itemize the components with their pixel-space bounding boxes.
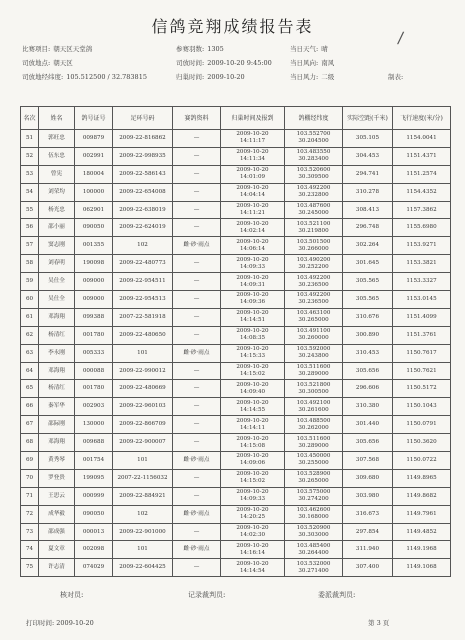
cell-arrival: 2009-10-20 14:01:09 <box>221 165 285 183</box>
cell-distance: 305.105 <box>343 130 393 148</box>
cell-distance: 310.380 <box>343 398 393 416</box>
header-carrier: 赛鸽资料 <box>173 107 221 130</box>
header-coords: 鸽棚经纬度 <box>285 107 343 130</box>
cell-distance: 309.680 <box>343 469 393 487</box>
cell-distance: 307.568 <box>343 452 393 470</box>
cell-distance: 301.440 <box>343 416 393 434</box>
cell-ring: 002991 <box>75 147 113 165</box>
cell-arrival: 2009-10-20 14:11:17 <box>221 130 285 148</box>
cell-carrier: — <box>173 165 221 183</box>
cell-distance: 310.278 <box>343 183 393 201</box>
cell-rank: 61 <box>21 308 39 326</box>
committee-signature: 委派裁判员: <box>318 591 356 599</box>
wind-level: 当日风力: 二级 <box>290 73 335 81</box>
cell-name: 成华毅 <box>39 505 75 523</box>
table-row <box>21 165 451 183</box>
pen-mark: / <box>396 27 405 48</box>
cell-speed: 1150.7617 <box>393 344 451 362</box>
cell-ring: 002098 <box>75 541 113 559</box>
cell-coords: 103.450000 30.255000 <box>285 452 343 470</box>
cell-carrier: — <box>173 487 221 505</box>
cell-speed: 1149.1968 <box>393 541 451 559</box>
cell-ring: 009879 <box>75 130 113 148</box>
results-table <box>20 106 451 577</box>
cell-name: 伍东忠 <box>39 147 75 165</box>
cell-rank: 71 <box>21 487 39 505</box>
cell-ring: 005333 <box>75 344 113 362</box>
cell-speed: 1154.4352 <box>393 183 451 201</box>
cell-coords: 103.575000 30.274200 <box>285 487 343 505</box>
table-row <box>21 237 451 255</box>
cell-distance: 296.606 <box>343 380 393 398</box>
cell-coords: 103.492200 30.236500 <box>285 273 343 291</box>
table-row <box>21 434 451 452</box>
cell-coords: 103.511600 30.289000 <box>285 362 343 380</box>
cell-speed: 1153.3327 <box>393 273 451 291</box>
cell-ring-no: 2009-22-954511 <box>113 273 173 291</box>
cell-coords: 103.490200 30.252200 <box>285 255 343 273</box>
header-ring: 鸽号证号 <box>75 107 113 130</box>
cell-carrier: — <box>173 201 221 219</box>
cell-rank: 59 <box>21 273 39 291</box>
cell-speed: 1149.4852 <box>393 523 451 541</box>
cell-ring-no: 2009-22-480650 <box>113 326 173 344</box>
cell-coords: 103.492100 30.261600 <box>285 398 343 416</box>
cell-rank: 63 <box>21 344 39 362</box>
tabulator: 制表: <box>388 73 404 81</box>
table-header-row <box>21 107 451 130</box>
cell-ring: 100000 <box>75 183 113 201</box>
cell-arrival: 2009-10-20 14:11:21 <box>221 201 285 219</box>
cell-arrival: 2009-10-20 14:06:14 <box>221 237 285 255</box>
cell-arrival: 2009-10-20 14:14:54 <box>221 559 285 577</box>
cell-ring: 002903 <box>75 398 113 416</box>
table-row <box>21 541 451 559</box>
referee-signature: 核对员: <box>60 591 84 599</box>
cell-coords: 103.532000 30.271400 <box>285 559 343 577</box>
page-number: 第 3 页 <box>368 619 390 627</box>
table-row <box>21 362 451 380</box>
cell-rank: 55 <box>21 201 39 219</box>
cell-name: 黄秀琴 <box>39 452 75 470</box>
cell-carrier: — <box>173 523 221 541</box>
cell-arrival: 2009-10-20 14:09:06 <box>221 452 285 470</box>
cell-name: 邓海翔 <box>39 308 75 326</box>
cell-distance: 304.453 <box>343 147 393 165</box>
cell-distance: 302.264 <box>343 237 393 255</box>
cell-arrival: 2009-10-20 14:02:30 <box>221 523 285 541</box>
cell-rank: 74 <box>21 541 39 559</box>
report-title: 信鸽竞翔成绩报告表 <box>151 17 314 36</box>
release-place: 司放地点: 朝天区 <box>22 59 73 67</box>
cell-name: 邵小丽 <box>39 219 75 237</box>
cell-name: 秦军华 <box>39 398 75 416</box>
cell-ring-no: 2009-22-624019 <box>113 219 173 237</box>
header-ring-no: 足环号码 <box>113 107 173 130</box>
cell-ring: 009688 <box>75 434 113 452</box>
cell-ring-no: 2009-22-816862 <box>113 130 173 148</box>
cell-rank: 64 <box>21 362 39 380</box>
cell-ring: 009000 <box>75 291 113 309</box>
table-row <box>21 291 451 309</box>
cell-carrier: — <box>173 326 221 344</box>
entries-count: 参赛羽数: 1305 <box>176 45 224 53</box>
cell-rank: 69 <box>21 452 39 470</box>
cell-rank: 68 <box>21 434 39 452</box>
table-row <box>21 147 451 165</box>
cell-coords: 103.492200 30.232800 <box>285 183 343 201</box>
cell-arrival: 2009-10-20 14:11:34 <box>221 147 285 165</box>
cell-carrier: — <box>173 183 221 201</box>
cell-distance: 307.400 <box>343 559 393 577</box>
cell-name: 许志清 <box>39 559 75 577</box>
cell-carrier: 雌·砂·雨点 <box>173 505 221 523</box>
cell-name: 邓海翔 <box>39 434 75 452</box>
cell-arrival: 2009-10-20 14:15:02 <box>221 469 285 487</box>
cell-ring: 199095 <box>75 469 113 487</box>
cell-speed: 1150.1043 <box>393 398 451 416</box>
cell-ring: 009000 <box>75 273 113 291</box>
cell-distance: 308.413 <box>343 201 393 219</box>
cell-carrier: — <box>173 416 221 434</box>
cell-carrier: 雌·砂·雨点 <box>173 344 221 362</box>
cell-coords: 103.520600 30.309500 <box>285 165 343 183</box>
cell-name: 刘春明 <box>39 255 75 273</box>
cell-distance: 305.565 <box>343 273 393 291</box>
cell-distance: 311.940 <box>343 541 393 559</box>
cell-arrival: 2009-10-20 14:09:31 <box>221 273 285 291</box>
cell-distance: 305.656 <box>343 362 393 380</box>
cell-distance: 297.854 <box>343 523 393 541</box>
cell-speed: 1157.3862 <box>393 201 451 219</box>
cell-ring-no: 102 <box>113 505 173 523</box>
table-row <box>21 523 451 541</box>
cell-distance: 294.741 <box>343 165 393 183</box>
cell-ring-no: 2009-22-866709 <box>113 416 173 434</box>
cell-distance: 310.676 <box>343 308 393 326</box>
header-distance: 实际空距(千米) <box>343 107 393 130</box>
cell-speed: 1149.1068 <box>393 559 451 577</box>
cell-distance: 305.656 <box>343 434 393 452</box>
cell-coords: 103.521800 30.300500 <box>285 380 343 398</box>
cell-carrier: — <box>173 291 221 309</box>
cell-coords: 103.521100 30.219800 <box>285 219 343 237</box>
cell-arrival: 2009-10-20 14:15:33 <box>221 344 285 362</box>
cell-ring-no: 2009-22-480669 <box>113 380 173 398</box>
cell-arrival: 2009-10-20 14:20:25 <box>221 505 285 523</box>
cell-rank: 75 <box>21 559 39 577</box>
cell-coords: 103.485400 30.264400 <box>285 541 343 559</box>
cell-ring-no: 2009-22-638019 <box>113 201 173 219</box>
cell-coords: 103.552700 30.204500 <box>285 130 343 148</box>
cell-rank: 53 <box>21 165 39 183</box>
cell-rank: 70 <box>21 469 39 487</box>
cell-carrier: — <box>173 434 221 452</box>
cell-coords: 103.488500 30.262000 <box>285 416 343 434</box>
cell-name: 杨清红 <box>39 380 75 398</box>
cell-name: 王思云 <box>39 487 75 505</box>
cell-rank: 72 <box>21 505 39 523</box>
table-row <box>21 416 451 434</box>
cell-distance: 310.453 <box>343 344 393 362</box>
cell-speed: 1149.8682 <box>393 487 451 505</box>
results-body <box>21 130 451 577</box>
cell-carrier: — <box>173 130 221 148</box>
cell-ring-no: 102 <box>113 237 173 255</box>
cell-name: 罗登贵 <box>39 469 75 487</box>
cell-speed: 1153.9271 <box>393 237 451 255</box>
cell-ring: 001780 <box>75 380 113 398</box>
cell-ring-no: 2009-22-884921 <box>113 487 173 505</box>
table-row <box>21 273 451 291</box>
cell-ring-no: 2009-22-998935 <box>113 147 173 165</box>
cell-arrival: 2009-10-20 14:09:40 <box>221 380 285 398</box>
cell-rank: 60 <box>21 291 39 309</box>
cell-rank: 56 <box>21 219 39 237</box>
cell-arrival: 2009-10-20 14:02:14 <box>221 219 285 237</box>
cell-coords: 103.511600 30.289000 <box>285 434 343 452</box>
cell-coords: 103.520900 30.303000 <box>285 523 343 541</box>
cell-carrier: — <box>173 380 221 398</box>
cell-ring-no: 2009-22-586143 <box>113 165 173 183</box>
table-row <box>21 130 451 148</box>
cell-ring-no: 2009-22-480773 <box>113 255 173 273</box>
cell-ring-no: 101 <box>113 452 173 470</box>
cell-carrier: — <box>173 273 221 291</box>
cell-arrival: 2009-10-20 14:14:11 <box>221 416 285 434</box>
cell-speed: 1150.5172 <box>393 380 451 398</box>
cell-carrier: — <box>173 362 221 380</box>
cell-speed: 1150.0722 <box>393 452 451 470</box>
cell-speed: 1151.3761 <box>393 326 451 344</box>
cell-name: 邵成强 <box>39 523 75 541</box>
cell-name: 吴仕全 <box>39 291 75 309</box>
cell-ring: 190098 <box>75 255 113 273</box>
cell-speed: 1153.0145 <box>393 291 451 309</box>
cell-coords: 103.487600 30.245000 <box>285 201 343 219</box>
cell-arrival: 2009-10-20 14:09:33 <box>221 487 285 505</box>
cell-rank: 66 <box>21 398 39 416</box>
cell-rank: 73 <box>21 523 39 541</box>
cell-speed: 1149.8965 <box>393 469 451 487</box>
cell-name: 刘荣均 <box>39 183 75 201</box>
cell-ring: 180004 <box>75 165 113 183</box>
cell-speed: 1150.3620 <box>393 434 451 452</box>
cell-distance: 301.645 <box>343 255 393 273</box>
print-time: 打印时间: 2009-10-20 <box>26 619 94 627</box>
cell-rank: 51 <box>21 130 39 148</box>
cell-carrier: — <box>173 147 221 165</box>
cell-speed: 1149.7961 <box>393 505 451 523</box>
cell-rank: 58 <box>21 255 39 273</box>
table-row <box>21 380 451 398</box>
cell-ring-no: 2009-22-960103 <box>113 398 173 416</box>
cell-arrival: 2009-10-20 14:04:14 <box>221 183 285 201</box>
cell-ring: 090050 <box>75 505 113 523</box>
cell-name: 杨清红 <box>39 326 75 344</box>
cell-rank: 54 <box>21 183 39 201</box>
cell-rank: 65 <box>21 380 39 398</box>
cell-distance: 296.748 <box>343 219 393 237</box>
cell-ring: 000999 <box>75 487 113 505</box>
cell-ring-no: 2009-22-954513 <box>113 291 173 309</box>
table-row <box>21 398 451 416</box>
cell-ring-no: 2007-22-581918 <box>113 308 173 326</box>
cell-carrier: — <box>173 255 221 273</box>
cell-carrier: — <box>173 559 221 577</box>
cell-coords: 103.492200 30.236500 <box>285 291 343 309</box>
cell-coords: 103.528900 30.265000 <box>285 469 343 487</box>
race-club: 比赛项目: 朝天区天堂鸽 <box>22 45 93 53</box>
release-coords: 司放地经纬度: 105.512500 / 32.783815 <box>22 73 147 81</box>
cell-arrival: 2009-10-20 14:14:55 <box>221 398 285 416</box>
header-speed: 飞行速度(米/分) <box>393 107 451 130</box>
cell-ring-no: 2009-22-900007 <box>113 434 173 452</box>
table-row <box>21 183 451 201</box>
cell-ring: 130000 <box>75 416 113 434</box>
cell-rank: 57 <box>21 237 39 255</box>
cell-distance: 316.673 <box>343 505 393 523</box>
table-row <box>21 255 451 273</box>
cell-arrival: 2009-10-20 14:14:51 <box>221 308 285 326</box>
cell-carrier: 雌·砂·雨点 <box>173 452 221 470</box>
cell-ring: 090050 <box>75 219 113 237</box>
cell-distance: 303.980 <box>343 487 393 505</box>
cell-rank: 52 <box>21 147 39 165</box>
cell-speed: 1155.6980 <box>393 219 451 237</box>
header-rank: 名次 <box>21 107 39 130</box>
table-row <box>21 308 451 326</box>
cell-ring: 000088 <box>75 362 113 380</box>
cell-ring: 001355 <box>75 237 113 255</box>
cell-arrival: 2009-10-20 14:09:36 <box>221 291 285 309</box>
wind-direction: 当日风向: 南风 <box>290 59 335 67</box>
cell-rank: 67 <box>21 416 39 434</box>
cell-ring-no: 101 <box>113 541 173 559</box>
cell-arrival: 2009-10-20 14:16:14 <box>221 541 285 559</box>
cell-ring-no: 2009-22-604425 <box>113 559 173 577</box>
cell-rank: 62 <box>21 326 39 344</box>
header-arrival: 归巢时间及报到 <box>221 107 285 130</box>
header-name: 姓名 <box>39 107 75 130</box>
table-row <box>21 326 451 344</box>
table-row <box>21 487 451 505</box>
cell-name: 曾宪 <box>39 165 75 183</box>
cell-name: 吴仕全 <box>39 273 75 291</box>
cell-speed: 1154.0041 <box>393 130 451 148</box>
cell-carrier: — <box>173 398 221 416</box>
cell-coords: 103.483550 30.283400 <box>285 147 343 165</box>
cell-ring: 001780 <box>75 326 113 344</box>
cell-name: 杨光忠 <box>39 201 75 219</box>
cell-carrier: 雌·砂·雨点 <box>173 541 221 559</box>
cell-carrier: — <box>173 308 221 326</box>
cell-carrier: — <box>173 219 221 237</box>
cell-name: 窦志刚 <box>39 237 75 255</box>
cell-ring-no: 2009-22-901000 <box>113 523 173 541</box>
cell-ring-no: 2007-22-1156032 <box>113 469 173 487</box>
cell-speed: 1151.2574 <box>393 165 451 183</box>
cell-coords: 103.462600 30.168000 <box>285 505 343 523</box>
cell-arrival: 2009-10-20 14:09:33 <box>221 255 285 273</box>
cell-ring: 099388 <box>75 308 113 326</box>
cell-name: 邓海翔 <box>39 362 75 380</box>
cell-ring-no: 2009-22-654008 <box>113 183 173 201</box>
cell-name: 李永刚 <box>39 344 75 362</box>
cell-carrier: 雌·砂·雨点 <box>173 237 221 255</box>
cell-name: 郭旺忠 <box>39 130 75 148</box>
close-time: 归巢时间: 2009-10-20 <box>176 73 245 81</box>
cell-speed: 1151.4371 <box>393 147 451 165</box>
cell-speed: 1150.0791 <box>393 416 451 434</box>
table-row <box>21 344 451 362</box>
table-row <box>21 505 451 523</box>
cell-arrival: 2009-10-20 14:08:35 <box>221 326 285 344</box>
cell-ring: 000013 <box>75 523 113 541</box>
table-row <box>21 201 451 219</box>
weather: 当日天气: 晴 <box>290 45 328 53</box>
cell-speed: 1151.4099 <box>393 308 451 326</box>
cell-distance: 300.890 <box>343 326 393 344</box>
cell-coords: 103.463100 30.265000 <box>285 308 343 326</box>
cell-coords: 103.501500 30.266000 <box>285 237 343 255</box>
table-row <box>21 559 451 577</box>
cell-carrier: — <box>173 469 221 487</box>
cell-ring-no: 101 <box>113 344 173 362</box>
cell-speed: 1150.7621 <box>393 362 451 380</box>
table-row <box>21 219 451 237</box>
table-row <box>21 469 451 487</box>
cell-distance: 305.565 <box>343 291 393 309</box>
cell-ring-no: 2009-22-990012 <box>113 362 173 380</box>
cell-ring: 062901 <box>75 201 113 219</box>
cell-ring: 074029 <box>75 559 113 577</box>
cell-name: 邵际刚 <box>39 416 75 434</box>
cell-speed: 1153.3821 <box>393 255 451 273</box>
release-time: 司放时间: 2009-10-20 9:45:00 <box>176 59 272 67</box>
cell-arrival: 2009-10-20 14:15:02 <box>221 362 285 380</box>
cell-coords: 103.491100 30.260000 <box>285 326 343 344</box>
cell-arrival: 2009-10-20 14:15:08 <box>221 434 285 452</box>
table-row <box>21 452 451 470</box>
cell-coords: 103.592000 30.243800 <box>285 344 343 362</box>
cell-name: 夏文章 <box>39 541 75 559</box>
recorder-signature: 记录裁判员: <box>188 591 226 599</box>
cell-ring: 001754 <box>75 452 113 470</box>
